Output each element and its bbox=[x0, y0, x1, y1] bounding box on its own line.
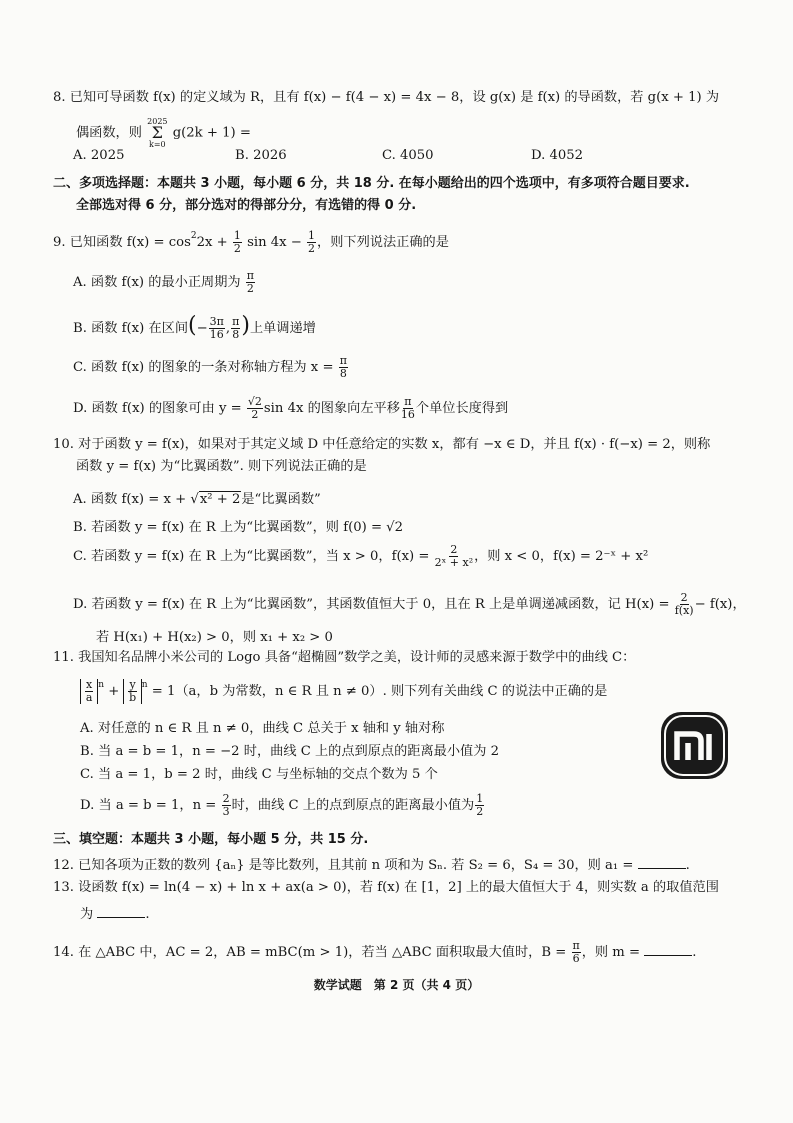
q12-stem-text: 12. 已知各项为正数的数列 {aₙ} 是等比数列，且其前 n 项和为 Sₙ. 若 S₂ = 6，S₄ = 30，则 a₁ = bbox=[53, 858, 634, 873]
frac-num: 2 bbox=[680, 591, 688, 604]
q13-answer-blank[interactable] bbox=[97, 905, 145, 918]
q10-option-d-line2: 若 H(x₁) + H(x₂) > 0，则 x₁ + x₂ > 0 bbox=[96, 630, 333, 645]
q9-option-c bbox=[73, 355, 349, 380]
frac-num: y bbox=[129, 678, 136, 691]
q8-option-c: C. 4050 bbox=[382, 148, 434, 163]
frac-den: 16 bbox=[400, 408, 415, 421]
abs-y-over-b bbox=[123, 679, 141, 704]
q13-stem-prefix: 为 bbox=[80, 907, 94, 922]
frac-num: 3π bbox=[209, 315, 224, 328]
frac-num: π bbox=[572, 939, 580, 952]
x-over-a bbox=[85, 679, 93, 704]
frac-den: 2 bbox=[308, 242, 316, 255]
q9-square: 2 bbox=[190, 231, 197, 241]
period: . bbox=[685, 858, 690, 873]
frac-num: 2 bbox=[450, 543, 458, 556]
q9-option-b-frac2 bbox=[231, 316, 240, 341]
frac-den: f(x) bbox=[674, 604, 694, 617]
q10-stem-line2: 函数 y = f(x) 为“比翼函数”. 则下列说法正确的是 bbox=[76, 459, 367, 474]
frac-num: 1 bbox=[233, 229, 241, 242]
q9-option-b bbox=[73, 313, 316, 341]
q14-stem-text: 14. 在 △ABC 中，AC = 2，AB = mBC(m > 1)，若当 △ABC 面积取最大值时，B = bbox=[53, 945, 567, 960]
frac-num: 1 bbox=[476, 792, 484, 805]
q9-option-c-fraction bbox=[339, 355, 348, 380]
q9-stem-b: 2x + bbox=[196, 235, 228, 250]
sum-sigma: Σ bbox=[151, 123, 163, 142]
q9-option-a-fraction bbox=[246, 270, 255, 295]
q14-fraction bbox=[572, 940, 581, 965]
q14-stem bbox=[53, 940, 696, 965]
q9-stem-c: sin 4x − bbox=[247, 235, 302, 250]
frac-num: π bbox=[404, 395, 412, 408]
q11-option-a: A. 对任意的 n ∈ R 且 n ≠ 0，曲线 C 总关于 x 轴和 y 轴对称 bbox=[80, 721, 445, 736]
q11-option-d-mid: 时，曲线 C 上的点到原点的距离最小值为 bbox=[231, 798, 475, 813]
frac-num: 1 bbox=[308, 229, 316, 242]
q9-stem-d: ，则下列说法正确的是 bbox=[317, 235, 449, 250]
right-paren: ) bbox=[241, 313, 250, 338]
q9-half-fraction bbox=[233, 230, 242, 255]
q11-stem-line1: 11. 我国知名品牌小米公司的 Logo 具备“超椭圆”数学之美，设计师的灵感来源于数学中的曲线 C： bbox=[53, 650, 636, 665]
sum-upper: 2025 bbox=[147, 117, 168, 126]
q14-stem-mid: ，则 m = bbox=[581, 945, 641, 960]
frac-num: π bbox=[232, 315, 240, 328]
q10-option-a-radicand: x² + 2 bbox=[199, 492, 241, 507]
q9-stem-a: 9. 已知函数 f(x) = cos bbox=[53, 235, 191, 250]
q9-option-b-end: 上单调递增 bbox=[249, 321, 316, 336]
frac-den: 16 bbox=[209, 328, 224, 341]
frac-den: 8 bbox=[232, 328, 240, 341]
sum-lower: k=0 bbox=[149, 140, 166, 149]
q10-option-b: B. 若函数 y = f(x) 在 R 上为“比翼函数”，则 f(0) = √2 bbox=[73, 520, 403, 535]
q11-option-c: C. 当 a = 1，b = 2 时，曲线 C 与坐标轴的交点个数为 5 个 bbox=[80, 767, 438, 782]
q8-summation bbox=[147, 117, 167, 149]
frac-den: 2ˣ + x² bbox=[434, 556, 474, 569]
q10-option-a-text: A. 函数 f(x) = x + bbox=[73, 492, 187, 507]
q10-option-a: A. 函数 f(x) = x + √x² + 2是“比翼函数” bbox=[73, 492, 321, 507]
q11-stem-rest: = 1（a，b 为常数，n ∈ R 且 n ≠ 0）. 则下列有关曲线 C 的说法中正确的是 bbox=[151, 684, 608, 699]
q13-stem-line2 bbox=[80, 905, 150, 923]
q9-option-d-text: D. 函数 f(x) 的图象可由 y = bbox=[73, 401, 242, 416]
q8-stem-line1: 8. 已知可导函数 f(x) 的定义域为 R，且有 f(x) − f(4 − x) = 4x − 8，设 g(x) 是 f(x) 的导函数，若 g(x + 1) 为 bbox=[53, 90, 720, 105]
q10-option-c-text: C. 若函数 y = f(x) 在 R 上为“比翼函数”，当 x > 0，f(x) = bbox=[73, 549, 430, 564]
q8-stem-suffix: g(2k + 1) = bbox=[172, 125, 251, 141]
q12-stem bbox=[53, 856, 690, 874]
minus-sign: − bbox=[196, 321, 208, 336]
left-paren: ( bbox=[188, 313, 197, 338]
frac-num: 2 bbox=[222, 792, 230, 805]
q12-answer-blank[interactable] bbox=[638, 856, 686, 869]
period: . bbox=[692, 945, 697, 960]
q8-stem-line2 bbox=[76, 117, 251, 149]
q8-option-d: D. 4052 bbox=[531, 148, 584, 163]
q10-option-d-text: D. 若函数 y = f(x) 在 R 上为“比翼函数”，其函数值恒大于 0，且在 R 上是单调递减函数，记 H(x) = bbox=[73, 597, 670, 612]
section2-heading-line2: 全部选对得 6 分，部分选对的得部分分，有选错的得 0 分. bbox=[76, 198, 417, 213]
q11-option-b: B. 当 a = b = 1，n = −2 时，曲线 C 上的点到原点的距离最小值为 2 bbox=[80, 744, 500, 759]
q10-option-d bbox=[73, 592, 746, 617]
q8-option-a: A. 2025 bbox=[73, 148, 125, 163]
q9-option-d-end: 个单位长度得到 bbox=[415, 401, 509, 416]
q11-option-d-fraction bbox=[222, 793, 231, 818]
q10-option-d-fraction bbox=[675, 592, 694, 617]
q10-option-c-fraction bbox=[435, 544, 473, 569]
frac-den: a bbox=[85, 691, 93, 704]
frac-num: π bbox=[339, 354, 347, 367]
q13-stem-line1: 13. 设函数 f(x) = ln(4 − x) + ln x + ax(a > 0)，若 f(x) 在 [1，2] 上的最大值恒大于 4，则实数 a 的取值范围 bbox=[53, 880, 719, 895]
q9-option-a bbox=[73, 270, 256, 295]
xiaomi-logo bbox=[661, 712, 728, 779]
mi-logo-icon bbox=[661, 712, 728, 779]
q8-stem-prefix: 偶函数，则 bbox=[76, 125, 142, 141]
q10-option-c-end: ，则 x < 0，f(x) = 2⁻ˣ + x² bbox=[474, 549, 649, 564]
abs-x-over-a bbox=[80, 679, 98, 704]
section2-heading: 二、多项选择题：本题共 3 小题，每小题 6 分，共 18 分. 在每小题给出的四个选项中，有多项符合题目要求. bbox=[53, 176, 690, 191]
q8-option-b: B. 2026 bbox=[235, 148, 287, 163]
q9-stem bbox=[53, 228, 449, 255]
q10-option-a-end: 是“比翼函数” bbox=[241, 492, 321, 507]
frac-den: 3 bbox=[222, 805, 230, 818]
frac-num: √2 bbox=[247, 395, 262, 408]
q9-option-d bbox=[73, 396, 508, 421]
frac-den: b bbox=[129, 691, 137, 704]
page-footer: 数学试题 第 2 页（共 4 页） bbox=[313, 978, 480, 992]
frac-den: 8 bbox=[339, 367, 347, 380]
q14-answer-blank[interactable] bbox=[644, 943, 692, 956]
q9-option-b-text: B. 函数 f(x) 在区间 bbox=[73, 321, 189, 336]
q10-stem-line1: 10. 对于函数 y = f(x)，如果对于其定义域 D 中任意给定的实数 x，都有 −x ∈ D，并且 f(x) · f(−x) = 2，则称 bbox=[53, 437, 711, 452]
q10-option-c bbox=[73, 544, 648, 569]
frac-den: 2 bbox=[246, 282, 254, 295]
frac-num: x bbox=[86, 678, 93, 691]
q9-half-fraction-2 bbox=[307, 230, 316, 255]
q11-option-d bbox=[80, 793, 485, 818]
q9-option-d-fraction bbox=[247, 396, 263, 421]
frac-den: 6 bbox=[572, 952, 580, 965]
q9-option-c-text: C. 函数 f(x) 的图象的一条对称轴方程为 x = bbox=[73, 360, 334, 375]
q11-stem-line2 bbox=[80, 677, 607, 704]
period: . bbox=[145, 907, 150, 922]
frac-den: 2 bbox=[251, 408, 259, 421]
q9-option-d-mid: sin 4x 的图象向左平移 bbox=[263, 401, 400, 416]
q11-option-d-text: D. 当 a = b = 1，n = bbox=[80, 798, 217, 813]
q9-option-b-frac1 bbox=[209, 316, 225, 341]
y-over-b bbox=[128, 679, 136, 704]
exponent-n: n bbox=[141, 680, 148, 690]
q9-option-d-fraction2 bbox=[401, 396, 415, 421]
q10-option-d-end: − f(x)， bbox=[694, 597, 746, 612]
section3-heading: 三、填空题：本题共 3 小题，每小题 5 分，共 15 分. bbox=[53, 832, 369, 847]
plus-sign: + bbox=[108, 684, 120, 699]
q9-option-a-text: A. 函数 f(x) 的最小正周期为 bbox=[73, 275, 241, 290]
frac-den: 2 bbox=[476, 805, 484, 818]
comma: , bbox=[225, 321, 231, 336]
q11-option-d-fraction2 bbox=[475, 793, 484, 818]
frac-num: π bbox=[246, 269, 255, 282]
frac-den: 2 bbox=[233, 242, 241, 255]
exponent-n: n bbox=[98, 680, 105, 690]
